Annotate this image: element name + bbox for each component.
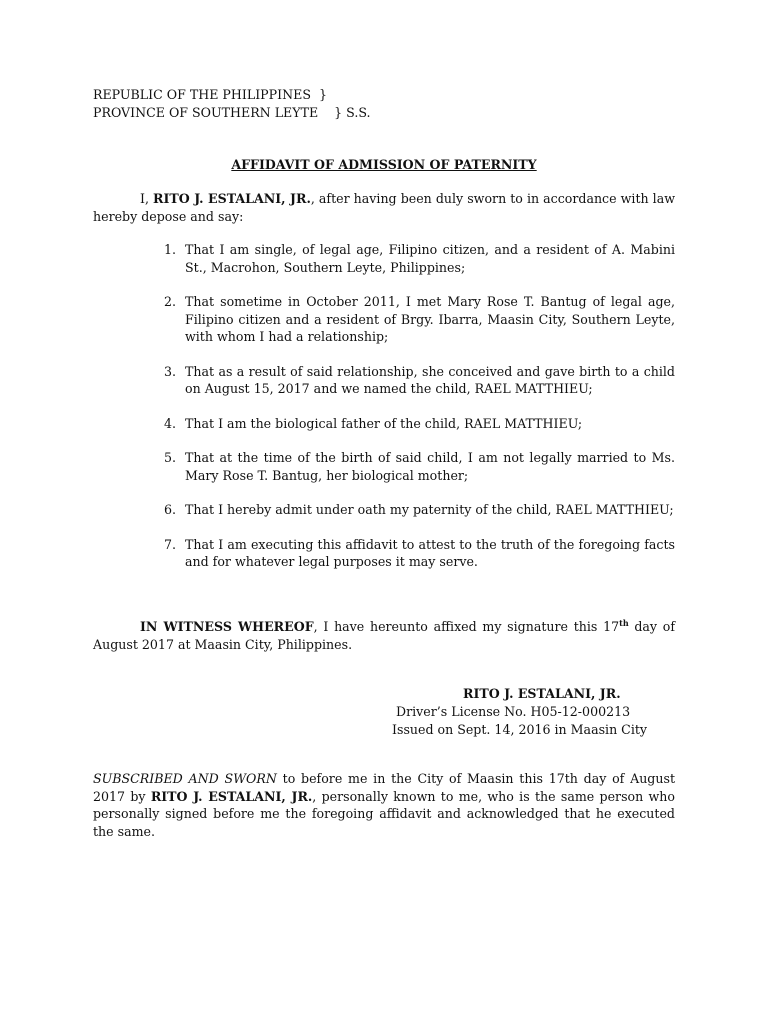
statement-text: That at the time of the birth of said child, I am not legally married to Ms. Mary Rose T. Bantug, her biological mother; [185, 450, 675, 483]
statement-number: 3. [164, 363, 177, 379]
statement-item [93, 293, 675, 346]
affiant-name: RITO J. ESTALANI, JR. [153, 191, 311, 206]
statement-item [93, 415, 675, 433]
intro-rest: , after having been duly sworn to in accordance with law hereby depose and say: [93, 191, 675, 224]
caption-province: PROVINCE OF SOUTHERN LEYTE } S.S. [93, 105, 371, 120]
venue-caption [93, 86, 371, 122]
jurat-text-1: to before me in the City of Maasin this 17th day of August 2017 by [93, 771, 675, 804]
statement-number: 5. [164, 450, 177, 465]
license-issue-details: Issued on Sept. 14, 2016 in Maasin City [392, 722, 648, 737]
jurat-text-2: , personally known to me, who is the same person who personally signed before me the foregoing affidavit and acknowledged that he executed the same. [93, 788, 676, 839]
jurat-lead: SUBSCRIBED AND SWORN [93, 771, 277, 786]
intro-lead: I, [140, 191, 154, 206]
signatory-name: RITO J. ESTALANI, JR. [463, 686, 621, 701]
statement-number: 6. [164, 502, 177, 517]
statement-item [93, 241, 675, 276]
statement-text: That I am executing this affidavit to attest to the truth of the foregoing facts and for whatever legal purposes it may serve. [185, 536, 675, 569]
witness-text-1: , I have hereunto affixed my signature this 17 [313, 619, 620, 634]
statement-text: That as a result of said relationship, she conceived and gave birth to a child on August 15, 2017 and we named the child, RAEL MATTHIEU; [185, 363, 675, 396]
drivers-license-number: Driver’s License No. H05-12-000213 [396, 704, 631, 719]
witness-lead: IN WITNESS WHEREOF [140, 619, 314, 634]
statement-text: That I am the biological father of the child, RAEL MATTHIEU; [185, 415, 583, 431]
caption-republic: REPUBLIC OF THE PHILIPPINES } [93, 87, 327, 102]
statement-number: 7. [164, 536, 177, 552]
intro-paragraph [93, 190, 675, 225]
statement-text: That sometime in October 2011, I met Mary Rose T. Bantug of legal age, Filipino citizen and a resident of Brgy. Ibarra, Maasin City, Southern Leyte, with whom I had a relationship; [185, 294, 675, 344]
statement-item [93, 501, 675, 519]
statement-item [93, 449, 675, 484]
statement-text: That I hereby admit under oath my paternity of the child, RAEL MATTHIEU; [185, 502, 674, 517]
witness-text-2: day of August 2017 at Maasin City, Philippines. [93, 619, 676, 652]
jurat-paragraph [93, 770, 675, 840]
statement-number: 4. [164, 415, 177, 431]
ordinal-suffix: th [619, 617, 629, 628]
statement-item [93, 536, 675, 571]
witness-paragraph [93, 618, 675, 653]
statement-text: That I am single, of legal age, Filipino citizen, and a resident of A. Mabini St., Macrohon, Southern Leyte, Philippines; [185, 242, 675, 275]
statement-item [93, 363, 675, 398]
jurat-affiant-name: RITO J. ESTALANI, JR. [150, 788, 313, 804]
statement-number: 1. [164, 242, 177, 257]
numbered-statements [93, 241, 675, 588]
document-title: AFFIDAVIT OF ADMISSION OF PATERNITY [231, 157, 537, 172]
statement-number: 2. [164, 294, 177, 309]
